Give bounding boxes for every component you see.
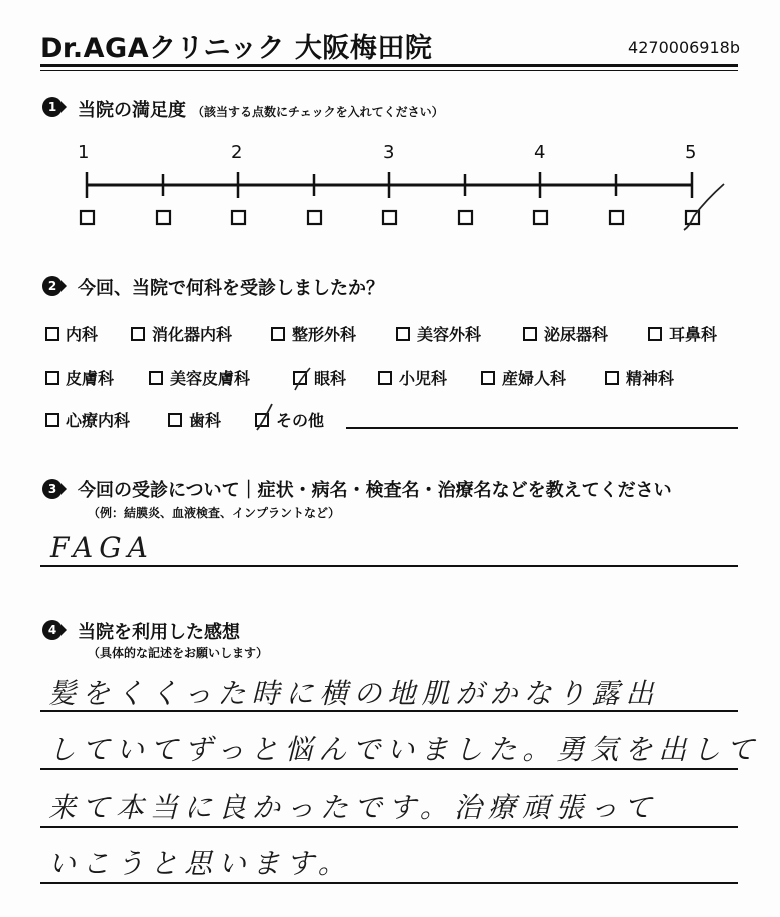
q3-answer-line bbox=[40, 565, 738, 567]
q4-rule-2 bbox=[40, 768, 738, 770]
dept-label: 美容皮膚科 bbox=[170, 369, 251, 388]
dept-checkbox[interactable] bbox=[271, 327, 285, 341]
q4-rule-1 bbox=[40, 710, 738, 712]
check-mark-icon bbox=[257, 404, 272, 430]
question-2-title: 今回、当院で何科を受診しましたか？ bbox=[78, 278, 384, 299]
scale-checkbox[interactable] bbox=[81, 211, 94, 224]
question-3-title: 今回の受診について｜症状・病名・検査名・治療名などを教えてください bbox=[78, 480, 672, 501]
clinic-title: Dr.AGAクリニック 大阪梅田院 bbox=[40, 33, 433, 64]
q4-rule-3 bbox=[40, 826, 738, 828]
dept-option[interactable] bbox=[271, 322, 356, 345]
question-2-arrow-icon bbox=[61, 280, 67, 292]
q2-handwritten-marks bbox=[0, 360, 780, 440]
scale-checkbox[interactable] bbox=[459, 211, 472, 224]
dept-checkbox[interactable] bbox=[396, 327, 410, 341]
q4-answer-line-2[interactable]: していてずっと悩んでいました。勇気を出して bbox=[48, 733, 761, 766]
scale-checkbox[interactable] bbox=[157, 211, 170, 224]
q4-rule-4 bbox=[40, 882, 738, 884]
dept-label: 美容外科 bbox=[417, 325, 482, 344]
scale-label-4: 4 bbox=[534, 142, 546, 163]
dept-label: 消化器内科 bbox=[152, 325, 233, 344]
question-3-example: （例：結膜炎、血液検査、インプラントなど） bbox=[88, 506, 341, 520]
q4-answer-line-4[interactable]: いこうと思います。 bbox=[48, 847, 352, 880]
dept-label: 皮膚科 bbox=[66, 369, 115, 388]
question-4-number: 4 bbox=[42, 620, 62, 640]
scale-checkbox[interactable] bbox=[610, 211, 623, 224]
question-4-note: （具体的な記述をお願いします） bbox=[88, 646, 269, 660]
scale-label-3: 3 bbox=[383, 142, 395, 163]
question-1-arrow-icon bbox=[61, 101, 67, 113]
dept-label: 精神科 bbox=[626, 369, 675, 388]
question-4-title: 当院を利用した感想 bbox=[78, 622, 240, 643]
q4-answer-line-3[interactable]: 来て本当に良かったです。治療頑張って bbox=[48, 791, 658, 824]
q4-answer-line-1[interactable]: 髪をくくった時に横の地肌がかなり露出 bbox=[48, 677, 660, 710]
scale-label-2: 2 bbox=[231, 142, 243, 163]
dept-option[interactable] bbox=[131, 322, 232, 345]
question-1-number: 1 bbox=[42, 97, 62, 117]
stray-pen-mark bbox=[295, 368, 310, 390]
question-3-arrow-icon bbox=[61, 483, 67, 495]
dept-label: 眼科 bbox=[314, 369, 347, 388]
satisfaction-scale bbox=[0, 160, 780, 240]
question-2-number: 2 bbox=[42, 276, 62, 296]
q3-answer-text[interactable]: FAGA bbox=[50, 531, 154, 564]
dept-label: 歯科 bbox=[189, 411, 222, 430]
scale-label-1: 1 bbox=[78, 142, 90, 163]
dept-checkbox[interactable] bbox=[45, 327, 59, 341]
header-rule-thin bbox=[40, 70, 738, 71]
dept-label: 泌尿器科 bbox=[544, 325, 609, 344]
dept-label: 整形外科 bbox=[292, 325, 357, 344]
scale-checkbox[interactable] bbox=[232, 211, 245, 224]
header-rule-thick bbox=[40, 64, 738, 67]
scale-checkbox[interactable] bbox=[383, 211, 396, 224]
dept-label: 内科 bbox=[66, 325, 99, 344]
dept-label: その他 bbox=[276, 411, 325, 430]
check-mark-icon bbox=[684, 184, 724, 230]
dept-label: 産婦人科 bbox=[502, 369, 567, 388]
dept-label: 心療内科 bbox=[66, 411, 131, 430]
dept-option[interactable] bbox=[45, 322, 98, 345]
dept-option[interactable] bbox=[523, 322, 608, 345]
dept-checkbox[interactable] bbox=[648, 327, 662, 341]
question-3-number: 3 bbox=[42, 479, 62, 499]
document-id: 4270006918b bbox=[628, 38, 740, 57]
dept-checkbox[interactable] bbox=[523, 327, 537, 341]
scale-label-5: 5 bbox=[685, 142, 697, 163]
dept-label: 耳鼻科 bbox=[669, 325, 718, 344]
question-1-note: （該当する点数にチェックを入れてください） bbox=[192, 105, 444, 119]
question-1-title: 当院の満足度 （該当する点数にチェックを入れてください） bbox=[78, 100, 444, 121]
scale-checkbox[interactable] bbox=[534, 211, 547, 224]
dept-checkbox[interactable] bbox=[131, 327, 145, 341]
dept-label: 小児科 bbox=[399, 369, 448, 388]
question-4-arrow-icon bbox=[61, 624, 67, 636]
scale-checkbox[interactable] bbox=[308, 211, 321, 224]
dept-option[interactable] bbox=[396, 322, 481, 345]
dept-option[interactable] bbox=[648, 322, 717, 345]
